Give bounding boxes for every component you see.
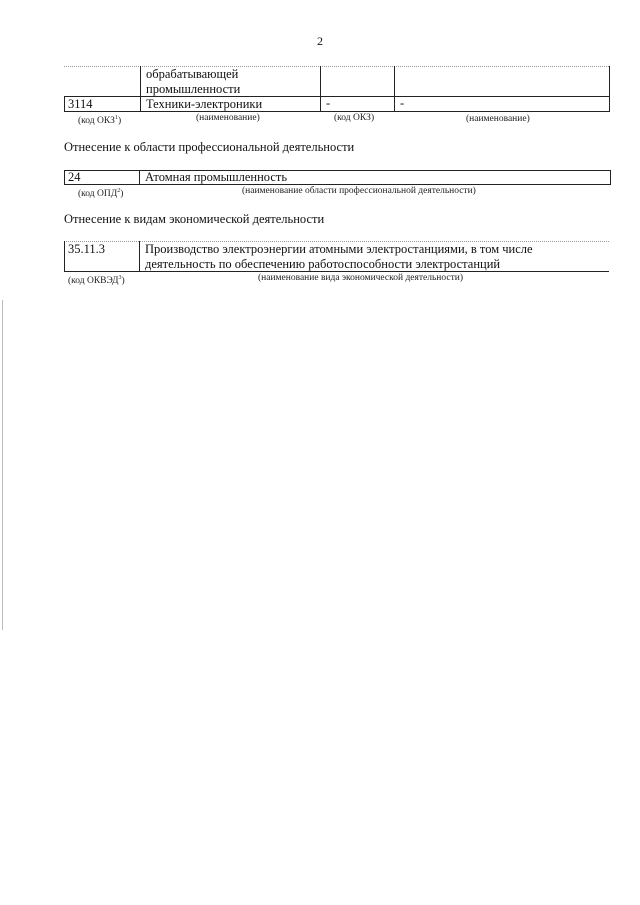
page-number: 2 <box>317 34 323 48</box>
section-heading: Отнесение к области профессиональной деятельности <box>64 140 355 154</box>
table-cell-text: обрабатывающей <box>146 67 239 81</box>
table-cell-text: промышленности <box>146 82 241 96</box>
okz-code-2: - <box>326 96 331 110</box>
footnote-mark: 1 <box>114 115 118 121</box>
table-divider <box>64 170 65 185</box>
section-heading: Отнесение к видам экономической деятельности <box>64 212 325 226</box>
okved-name-line2: деятельность по обеспечению работоспособности электростанций <box>145 257 501 271</box>
table-divider <box>139 170 140 185</box>
caption-okz-name-2: (наименование) <box>466 114 530 124</box>
caption-okz-code-2: (код ОКЗ) <box>334 113 375 123</box>
caption-text: (код ОКВЭД <box>68 276 119 287</box>
table-divider <box>139 241 140 272</box>
caption-okz-name: (наименование) <box>196 113 260 123</box>
opd-code: 24 <box>68 170 81 184</box>
caption-text: ) <box>117 116 122 127</box>
table-divider <box>64 96 65 112</box>
okved-code: 35.11.3 <box>68 242 106 256</box>
table-divider <box>394 66 395 112</box>
caption-text: (код ОПД <box>78 189 118 200</box>
footnote-mark: 3 <box>118 275 122 281</box>
caption-okved-name: (наименование вида экономической деятельности) <box>258 273 463 283</box>
table-divider <box>140 66 141 112</box>
caption-text: ) <box>121 276 125 287</box>
okz-code: 3114 <box>68 97 93 111</box>
okz-name-2: - <box>400 96 405 110</box>
okz-name: Техники-электроники <box>146 97 263 111</box>
caption-text: (код ОКЗ <box>78 116 115 127</box>
footnote-mark: 2 <box>117 188 121 194</box>
opd-name: Атомная промышленность <box>145 170 288 184</box>
okved-name-line1: Производство электроэнергии атомными электростанциями, в том числе <box>145 242 533 256</box>
caption-okved-code <box>68 273 125 287</box>
table-divider <box>64 241 65 272</box>
caption-text: ) <box>120 189 124 200</box>
scan-margin-mark <box>2 300 3 630</box>
caption-opd-name: (наименование области профессиональной деятельности) <box>242 186 476 196</box>
caption-okz-code <box>78 113 121 127</box>
caption-opd-code <box>78 186 123 200</box>
table-divider <box>609 66 610 112</box>
table-divider <box>610 170 611 185</box>
table-divider <box>320 66 321 112</box>
